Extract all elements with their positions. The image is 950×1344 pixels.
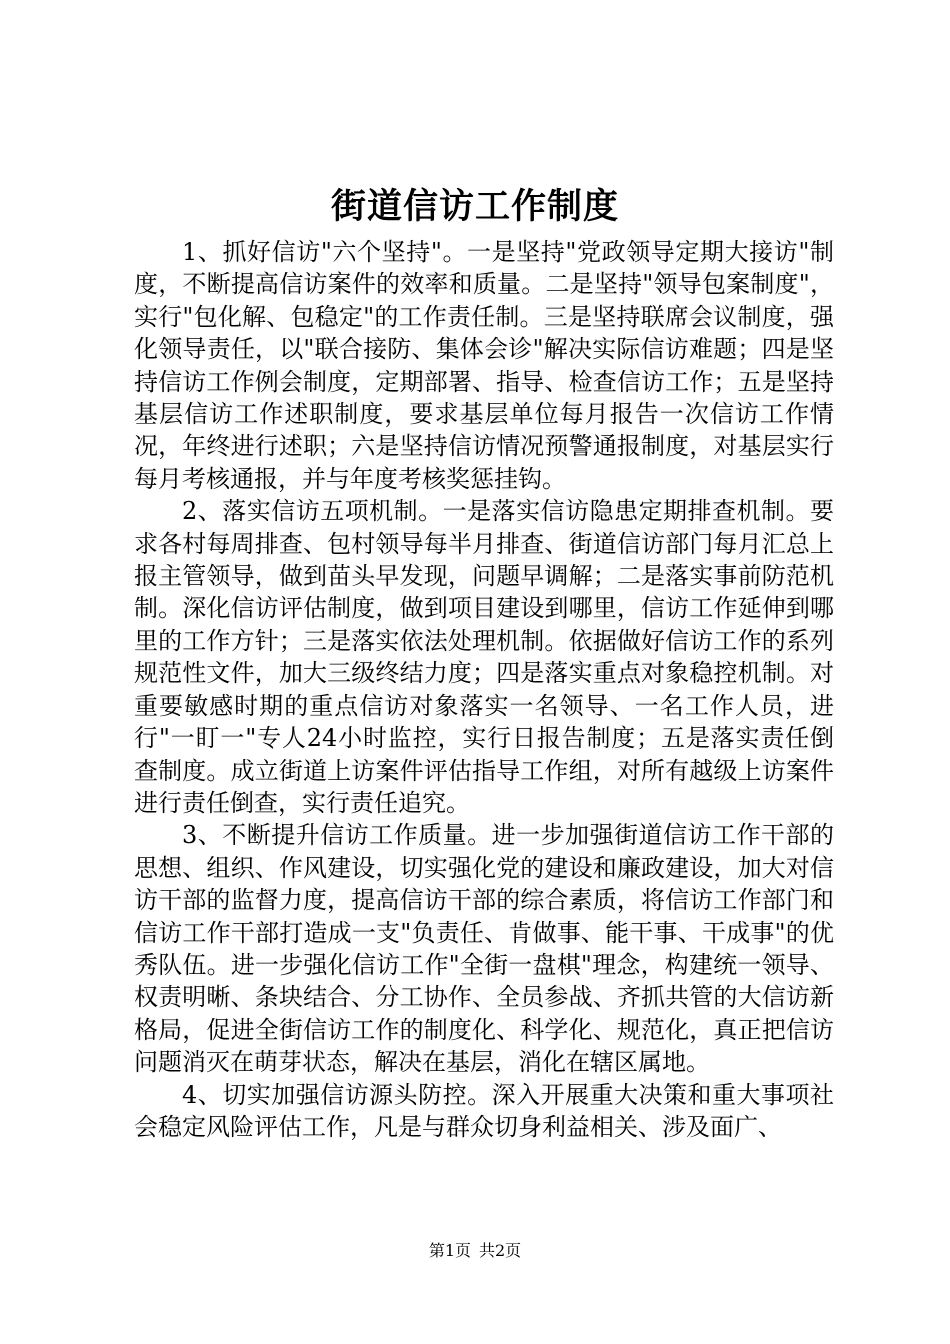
page-number: 第1页 — [428, 1241, 471, 1260]
paragraph-1: 1、抓好信访"六个坚持"。一是坚持"党政领导定期大接访"制度，不断提高信访案件的效率和质量。二是坚持"领导包案制度"，实行"包化解、包稳定"的工作责任制。三是坚持联席会议制度，强化领导责任，以"联合接防、集体会诊"解决实际信访难题；四是坚持信访工作例会制度，定期部署、指导、检查信访工作；五是坚持基层信访工作述职制度，要求基层单位每月报告一次信访工作情况，年终进行述职；六是坚持信访情况预警通报制度，对基层实行每月考核通报，并与年度考核奖惩挂钩。 — [134, 238, 834, 493]
paragraph-3: 3、不断提升信访工作质量。进一步加强街道信访工作干部的思想、组织、作风建设，切实强化党的建设和廉政建设，加大对信访干部的监督力度，提高信访干部的综合素质，将信访工作部门和信访工作干部打造成一支"负责任、肯做事、能干事、干成事"的优秀队伍。进一步强化信访工作"全街一盘棋"理念，构建统一领导、权责明晰、条块结合、分工协作、全员参战、齐抓共管的大信访新格局，促进全街信访工作的制度化、科学化、规范化，真正把信访问题消灭在萌芽状态，解决在基层，消化在辖区属地。 — [134, 821, 834, 1077]
paragraph-4: 4、切实加强信访源头防控。深入开展重大决策和重大事项社会稳定风险评估工作，凡是与群众切身利益相关、涉及面广、 — [134, 1080, 834, 1141]
page-footer — [0, 1240, 950, 1262]
document-title: 街道信访工作制度 — [330, 186, 619, 227]
page-total: 共2页 — [479, 1241, 522, 1260]
document-body — [134, 236, 834, 1143]
paragraph-2: 2、落实信访五项机制。一是落实信访隐患定期排查机制。要求各村每周排查、包村领导每半月排查、街道信访部门每月汇总上报主管领导，做到苗头早发现，问题早调解；二是落实事前防范机制。深化信访评估制度，做到项目建设到哪里，信访工作延伸到哪里的工作方针；三是落实依法处理机制。依据做好信访工作的系列规范性文件，加大三级终结力度；四是落实重点对象稳控机制。对重要敏感时期的重点信访对象落实一名领导、一名工作人员，进行"一盯一"专人24小时监控，实行日报告制度；五是落实责任倒查制度。成立街道上访案件评估指导工作组，对所有越级上访案件进行责任倒查，实行责任追究。 — [134, 497, 834, 817]
